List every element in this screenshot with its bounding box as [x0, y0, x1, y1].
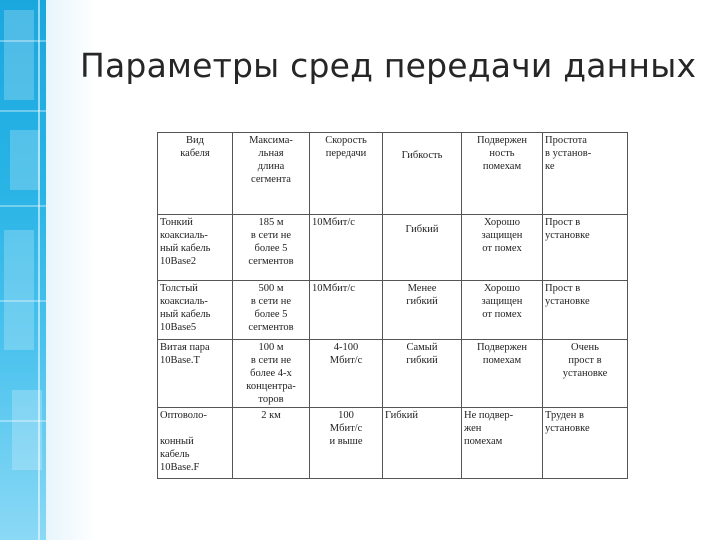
cell-speed: 10Мбит/с	[310, 215, 383, 281]
sidebar-line	[38, 0, 40, 540]
header-speed: Скорость передачи	[310, 133, 383, 215]
table-row	[158, 281, 628, 340]
table-row	[158, 215, 628, 281]
cell-flexibility: Гибкий	[383, 408, 462, 479]
cell-ease: Очень прост в установке	[543, 340, 628, 408]
cell-noise: Не подвер- жен помехам	[462, 408, 543, 479]
slide-title: Параметры сред передачи данных	[80, 46, 697, 85]
cell-flexibility: Гибкий	[383, 215, 462, 281]
decorative-sidebar	[0, 0, 46, 540]
cell-noise: Подвержен помехам	[462, 340, 543, 408]
cell-max-length: 2 км	[233, 408, 310, 479]
sidebar-block	[4, 10, 34, 100]
header-max-length: Максима- льная длина сегмента	[233, 133, 310, 215]
cell-cable-type: Оптоволо- конный кабель 10Base.F	[158, 408, 233, 479]
cell-max-length: 500 м в сети не более 5 сегментов	[233, 281, 310, 340]
cell-cable-type: Толстый коаксиаль- ный кабель 10Base5	[158, 281, 233, 340]
sidebar-block	[10, 130, 40, 190]
cell-noise: Хорошо защищен от помех	[462, 215, 543, 281]
cell-max-length: 185 м в сети не более 5 сегментов	[233, 215, 310, 281]
cell-max-length: 100 м в сети не более 4-х концентра- торов	[233, 340, 310, 408]
cell-ease: Труден в установке	[543, 408, 628, 479]
transmission-media-table	[157, 132, 628, 479]
sidebar-block	[4, 230, 34, 350]
cell-cable-type: Витая пара 10Base.T	[158, 340, 233, 408]
cell-ease: Прост в установке	[543, 215, 628, 281]
table-row	[158, 340, 628, 408]
header-cable-type: Вид кабеля	[158, 133, 233, 215]
cell-flexibility: Самый гибкий	[383, 340, 462, 408]
header-noise: Подвержен ность помехам	[462, 133, 543, 215]
header-flexibility: Гибкость	[383, 133, 462, 215]
table-row	[158, 408, 628, 479]
cell-noise: Хорошо защищен от помех	[462, 281, 543, 340]
header-ease: Простота в установ- ке	[543, 133, 628, 215]
cell-ease: Прост в установке	[543, 281, 628, 340]
cell-cable-type: Тонкий коаксиаль- ный кабель 10Base2	[158, 215, 233, 281]
cell-speed: 10Мбит/с	[310, 281, 383, 340]
cell-speed: 100 Мбит/с и выше	[310, 408, 383, 479]
table-header-row	[158, 133, 628, 215]
cell-flexibility: Менее гибкий	[383, 281, 462, 340]
cell-speed: 4-100 Мбит/с	[310, 340, 383, 408]
